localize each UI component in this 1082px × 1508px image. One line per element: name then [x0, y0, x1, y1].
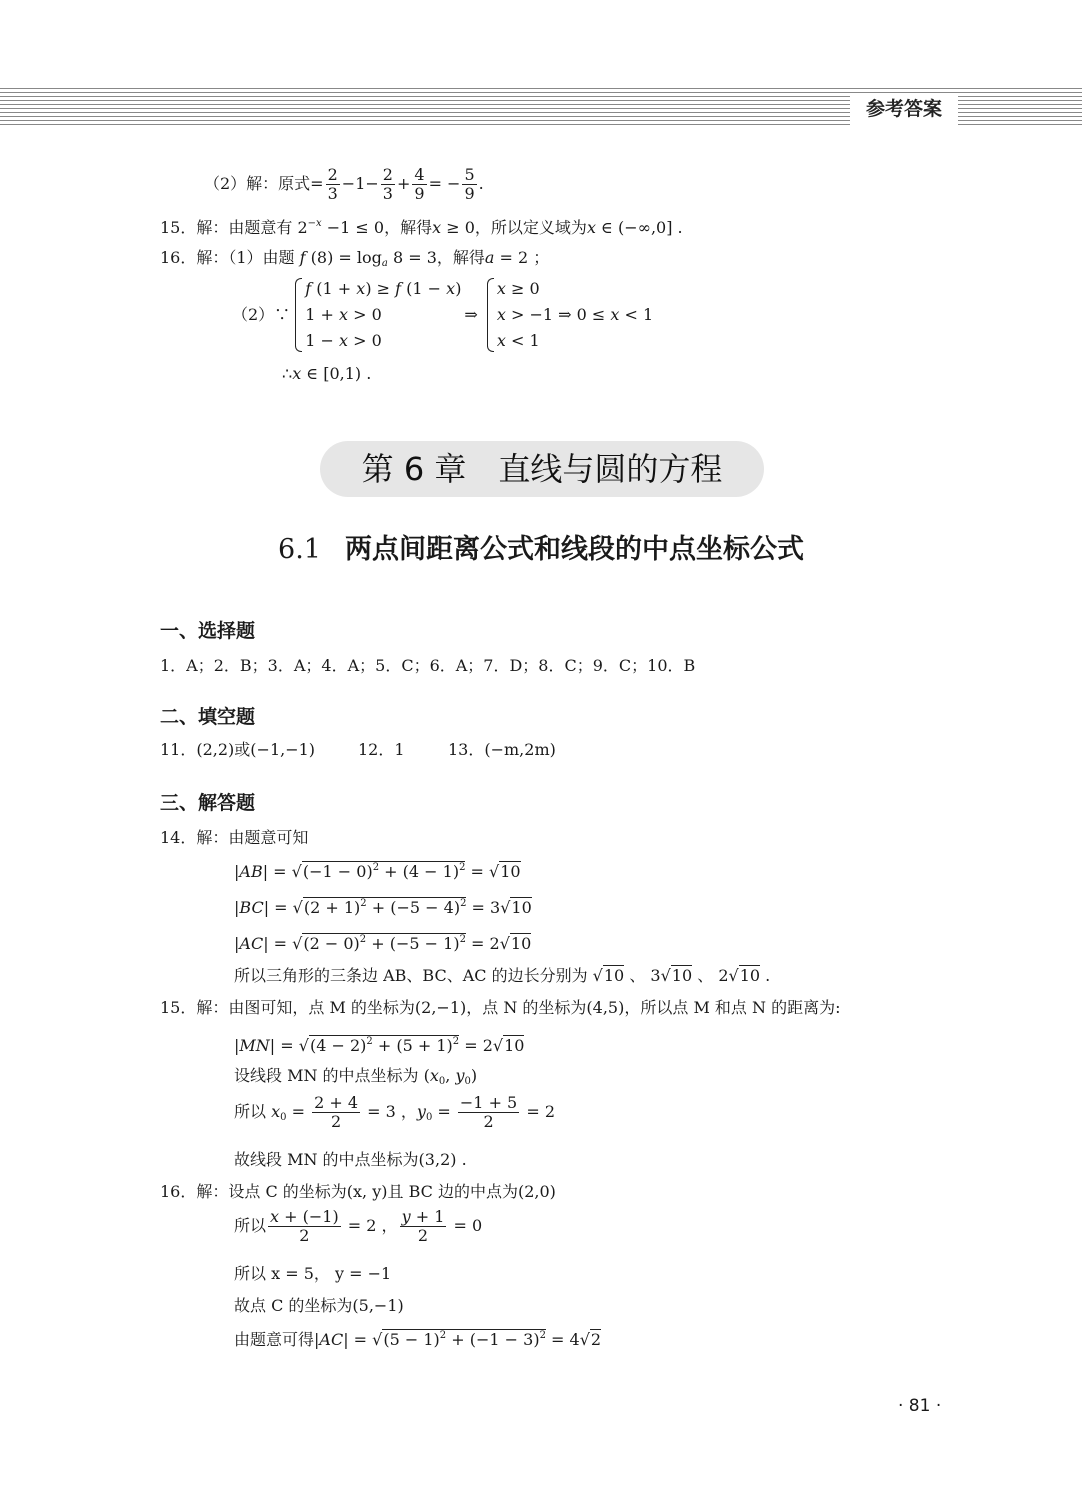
section-title: 6.1 两点间距离公式和线段的中点坐标公式	[278, 534, 804, 565]
q16-so2: 所以 x = 5， y = −1	[234, 1264, 392, 1283]
q15-calc: 所以 $x_0$ = $\frac{2 + 4}{2}$ = 3 ，$y_0$ = $\frac{-1 + 5}{2}$ = 2	[234, 1093, 555, 1131]
prev-q16-2: （2）∵ f (1 + x) ≥ f (1 − x) 1 + x > 0 1 − x > 0 ⇒ x ≥ 0 x > −1 ⇒ 0 ≤ x < 1 x < 1	[232, 276, 653, 354]
prev-q15: 15．解：由题意有 $2^{-x} -1 \le 0$，解得x ≥ 0，所以定义域为x ∈ (−∞,0] .	[160, 218, 683, 237]
fill-13: 13．(−m,2m)	[448, 740, 556, 759]
q14-ab: $|AB| = √(-1 - 0)^2 + (4 - 1)^2 = √10$	[234, 862, 521, 881]
q14-conclusion: 所以三角形的三条边 AB、BC、AC 的边长分别为 √10 、 3√10 、 2√10 .	[234, 966, 771, 985]
q16-intro: 16．解：设点 C 的坐标为(x, y)且 BC 边的中点为(2,0)	[160, 1182, 556, 1201]
heading-fill: 二、填空题	[160, 706, 256, 728]
prev-q14-2: （2）解：原式= $\frac{2}{3}$ −1− $\frac{2}{3}$ + $\frac{4}{9}$ = − $\frac{5}{9}$ .	[204, 165, 484, 203]
q16-calc: 所以 $\frac{x + (-1)}{2}$ = 2 ， $\frac{y + 1}{2}$ = 0	[234, 1207, 483, 1245]
q16-last: 由题意可得$|AC| = √(5 - 1)^2 + (-1 - 3)^2 = 4√2$	[234, 1330, 602, 1349]
fill-12: 12．1	[358, 740, 405, 759]
page-number: · 81 ·	[898, 1396, 942, 1416]
prev-q16-1: 16．解：（1）由题 f $(8) = \log_a 8 = 3$，解得a = 2 ；	[160, 248, 550, 269]
q15-conclusion: 故线段 MN 的中点坐标为(3,2) .	[234, 1150, 467, 1169]
q14-ac: $|AC| = √(2 - 0)^2 + (-5 - 1)^2 = 2√10$	[234, 934, 532, 953]
header-tag: 参考答案	[850, 93, 958, 125]
q15-mn: $|MN| = √(4 - 2)^2 + (5 + 1)^2 = 2√10$	[234, 1036, 525, 1055]
q16-point: 故点 C 的坐标为(5,−1)	[234, 1296, 404, 1315]
q14-intro: 14．解：由题意可知	[160, 828, 309, 847]
heading-choice: 一、选择题	[160, 620, 256, 642]
fill-11: 11．(2,2)或(−1,−1)	[160, 740, 316, 759]
choice-answers: 1．A；2．B；3．A；4．A；5．C；6．A；7．D；8．C；9．C；10．B	[160, 656, 696, 675]
heading-solve: 三、解答题	[160, 792, 256, 814]
prev-conclusion: ∴x ∈ [0,1) .	[282, 364, 372, 383]
q14-bc: $|BC| = √(2 + 1)^2 + (-5 - 4)^2 = 3√10$	[234, 898, 532, 917]
chapter-title: 第 6 章 直线与圆的方程	[320, 441, 764, 497]
q15-intro: 15．解：由图可知，点 M 的坐标为(2,−1)，点 N 的坐标为(4,5)，所以点 M 和点 N 的距离为:	[160, 998, 841, 1017]
q15-mid: 设线段 MN 的中点坐标为 ($x_0$, $y_0$)	[234, 1066, 478, 1087]
